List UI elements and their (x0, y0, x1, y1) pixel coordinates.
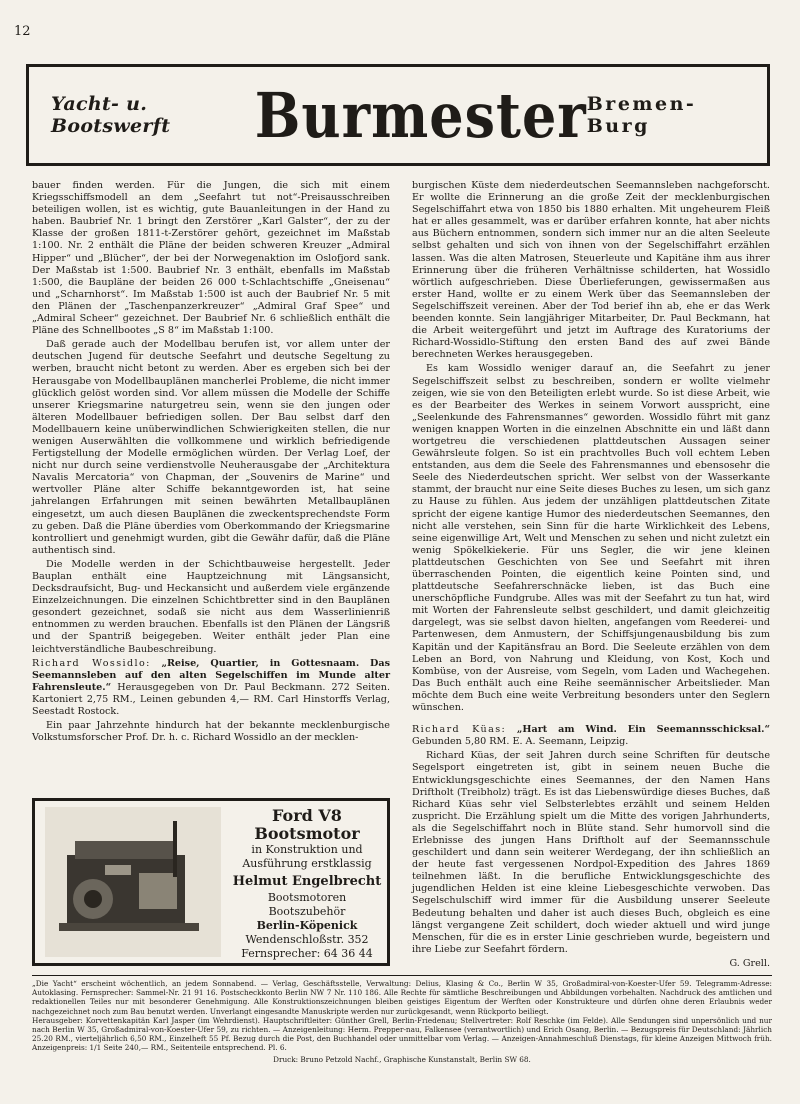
footer-paragraph: Herausgeber: Korvettenkapitän Karl Jasper (im Wehrdienst). Hauptschriftleiter: Günther Grell, Berlin-Friedenau; Stellvertreter: Rolf Reschke (im Felde). Alle Sendungen sind unpersönlich und nur nach Berlin W 35, Großadmiral-von-Koester-Ufer 59, zu richten. — Anzeigenleitung: Herm. Prepper-nau, Falkensee (verantwortlich) und Erich Osang, Berlin. — Bezugspreis für Deutschland: Jährlich 25.20 RM., vierteljährlich 6,50 RM., Einzelheft 55 Pf. Bezug durch die Post, den Buchhandel oder unmittelbar vom Verlag. — Anzeigen-Annahmeschluß Dienstags, für kleine Anzeigen Mittwoch früh. Anzeigenpreis: 1/1 Seite 240,— RM., Seitenteile entsprechend. Pl. 6. (32, 1015, 772, 1053)
page-number: 12 (14, 24, 31, 39)
right-column (412, 180, 770, 972)
ad-phone: Fernsprecher: 64 36 44 (241, 947, 373, 960)
banner-left-text: Yacht- u. Bootswerft (51, 93, 171, 137)
review-heading (412, 724, 770, 748)
ad-line: Ausführung erstklassig (242, 857, 372, 870)
ad-subtitle: Bootsmotor (254, 824, 360, 843)
ad-line: in Konstruktion und (251, 843, 363, 856)
review-details: Gebunden 5,80 RM. E. A. Seemann, Leipzig. (412, 736, 629, 748)
ad-line: Bootszubehör (268, 905, 346, 918)
advertisement-banner (26, 64, 770, 166)
ad-city: Berlin-Köpenick (256, 919, 358, 932)
paragraph: Ein paar Jahrzehnte hindurch hat der bekannte mecklenburgische Volkstumsforscher Prof. Dr. h. c. Richard Wossidlo an der mecklen- (32, 720, 390, 744)
banner-location: Bremen-Burg (586, 93, 697, 137)
review-details: Herausgegeben von Dr. Paul Beckmann. 272 Seiten. Kartoniert 2,75 RM., Leinen gebunden 4,— RM. Carl Hinstorffs Verlag, Seestadt Rostock. (32, 681, 390, 718)
left-column (32, 180, 390, 746)
engine-image (45, 807, 221, 957)
paragraph: Richard Küas, der seit Jahren durch seine Schriften für deutsche Segelsport eingetreten ist, gibt in seinem neuen Buche die Entwicklungsgeschichte eines Seemannes, der den Namen Hans Driftholt (Treibholz) trägt. Es ist das Liebenswürdige dieses Buches, daß Richard Küas sehr viel Selbsterlebtes erzählt und seinem Helden zuspricht. Die Erzählung spielt um die Mitte des vorigen Jahrhunderts, als die Segelschiffahrt noch in Blüte stand. Sehr humorvoll sind die Erlebnisse des jungen Hans Driftholt auf der Seemannsschule geschildert und dann sein weiterer Werdegang, der ihn schließlich an der heute fast vergessenen Nordpol-Expedition des Jahres 1869 teilnehmen läßt. In die berufliche Entwicklungsgeschichte des jugendlichen Helden ist eine kleine Liebesgeschichte verwoben. Das Segelschulschiff wird immer für die Ausbildung unserer Seeleute Bedeutung behalten und daher ist auch dieses Buch, obgleich es eine längst vergangene Zeit schildert, doch wieder aktuell und wird junge Menschen, für die es in erster Linie geschrieben wurde, begeistern und ihre Liebe zur Seefahrt fördern. (412, 750, 770, 955)
review-signature: G. Grell. (729, 957, 770, 969)
review-author: Richard Wossidlo: (32, 657, 151, 669)
paragraph: Die Modelle werden in der Schichtbauweise hergestellt. Jeder Bauplan enthält eine Hauptzeichnung mit Längsansicht, Decksdraufsicht, Bug- und Heckansicht und außerdem viele ergänzende Einzelzeichnungen. Die einzelnen Schichtbretter sind in den Bauplänen gesondert gezeichnet, sodaß sie nicht aus dem Wasserlinienriß entnommen zu werden brauchen. Ebenfalls ist den Plänen der Längsriß und der Spantriß beigegeben. Weiter enthält jeder Plan eine leichtverständliche Baubeschreibung. (32, 558, 390, 655)
imprint-footer (32, 975, 772, 1064)
footer-printer: Druck: Bruno Petzold Nachf., Graphische Kunstanstalt, Berlin SW 68. (273, 1054, 531, 1064)
footer-paragraph: „Die Yacht“ erscheint wöchentlich, an jedem Sonnabend. — Verlag, Geschäftsstelle, Verwaltung: Delius, Klasing & Co., Berlin W 35, Großadmiral-von-Koester-Ufer 59. Telegramm-Adresse: Autoklasing. Fernsprecher: Sammel-Nr. 21 91 16. Postscheckkonto Berlin NW 7 Nr. 110 186. Alle Rechte für sämtliche Beschreibungen und Abbildungen vorbehalten. Nachdruck des amtlichen und redaktionellen Teiles nur mit besonderer Genehmigung. Alle Konstruktionszeichnungen bleiben geistiges Eigentum der Werften oder Konstrukteure und dürfen ohne deren Erlaubnis weder nachgezeichnet noch zum Bau benutzt werden. Unverlangt eingesandte Manuskripte werden nur zurückgesandt, wenn Rückporto beiliegt. (32, 979, 772, 1016)
engine-illustration (45, 807, 221, 957)
paragraph: burgischen Küste dem niederdeutschen Seemannsleben nachgeforscht. Er wollte die Erinnerung an die große Zeit der mecklenburgischen Segelschiffahrt etwa von 1850 bis 1880 erhalten. Mit ungeheurem Fleiß hat er alles gesammelt, was er darüber erfahren konnte, hat aber nichts aus Büchern entnommen, sondern sich immer nur an die alten Seeleute selbst gehalten und sich von ihnen von der Segelschiffahrt erzählen lassen. Was die alten Matrosen, Steuerleute und Kapitäne ihm aus ihrer Erinnerung über die früheren Verhältnisse schilderten, hat Wossidlo wörtlich aufgeschrieben. Diese Überlieferungen, gewissermaßen aus erster Hand, wollte er zu einem Werk über das Seemannsleben der Segelschiffszeit vereinen. Aber der Tod berief ihn ab, ehe er das Werk beenden konnte. Sein langjähriger Mitarbeiter, Dr. Paul Beckmann, hat die Arbeit weitergeführt und jetzt im Auftrage des Kuratoriums der Richard-Wossidlo-Stiftung den ersten Band des auf zwei Bände berechneten Werkes herausgegeben. (412, 180, 770, 361)
ad-text (227, 801, 387, 963)
paragraph: Es kam Wossidlo weniger darauf an, die Seefahrt zu jener Segelschiffszeit selbst zu beschreiben, sondern er wollte vielmehr zeigen, wie sie von den Beteiligten erlebt wurde. So ist diese Arbeit, wie es der Bearbeiter des Werkes in seinem Vorwort ausspricht, eine „Seelenkunde des Fahrensmannes“ geworden. Wossidlo führt mit ganz wenigen knappen Worten in die einzelnen Abschnitte ein und läßt dann wortgetreu die verschiedenen plattdeutschen Aussagen seiner Gewährsleute folgen. So ist ein prachtvolles Buch voll echtem Leben entstanden, aus dem die Seele des Fahrensmannes und ebensosehr die Seele des Niederdeutschen spricht. Wer selbst von der Wasserkante stammt, der braucht nur eine Seite dieses Buches zu lesen, um sich ganz zu Hause zu fühlen. Aus jedem der unzähligen plattdeutschen Zitate spricht der eigene kantige Humor des niederdeutschen Seemannes, den nicht alle verstehen, sein Sinn für die harte Wirklichkeit des Lebens, seine eigenwillige Art, Welt und Menschen zu sehen und nicht zuletzt ein wenig Spökelkiekerie. Für uns Segler, die wir jene kleinen plattdeutschen Geschichten von See und Seefahrt mit ihren überraschenden Pointen, die eigentlich keine Pointen sind, und plattdeutsche Seefahrerschnäcke lieben, ist das Buch eine unerschöpfliche Fundgrube. Alles was mit der Seefahrt zu tun hat, wird mit Worten der Fahrensleute selbst geschildert, und damit gleichzeitig dargelegt, was sie selbst davon hielten, angefangen vom Reederei- und Partenwesen, dem Anmustern, der Schiffsjungenausbildung bis zum Kapitän und der Kapitänsfrau an Bord. Die Seeleute erzählen von dem Leben an Bord, von Nahrung und Kleidung, von Kost, Koch und Kombüse, von der Ausreise, vom Segeln, vom Laden und Wachegehen. Das Buch enthält auch eine Reihe seemännischer Arbeitslieder. Man möchte dem Buch eine weite Verbreitung besonders unter den Seglern wünschen. (412, 363, 770, 714)
ad-company-name: Helmut Engelbrecht (232, 874, 382, 889)
ad-line: Bootsmotoren (267, 891, 347, 904)
paragraph: Daß gerade auch der Modellbau berufen ist, vor allem unter der deutschen Jugend für deutsche Seefahrt und deutsche Segeltung zu werben, braucht nicht betont zu werden. Aber es ergeben sich bei der Herausgabe von Modellbauplänen mancherlei Probleme, die nicht immer glücklich gelöst worden sind. Vor allem müssen die Modelle der Schiffe unserer Kriegsmarine naturgetreu sein, wenn sie den jungen oder älteren Modellbauer befriedigen sollen. Der Bau selbst darf den Modellbauern keine unüberwindlichen Schwierigkeiten stellen, die nur wenigen Auserwählten die vollkommene und wirklich befriedigende Fertigstellung der Modelle ermöglichen würden. Der Verlag Loef, der nicht nur durch seine verdienstvolle Neuherausgabe der „Architektura Navalis Mercatoria“ von Chapman, der „Souvenirs de Marine“ und wertvoller Pläne alter Schiffe bekanntgeworden ist, hat seine jahrelangen Erfahrungen mit seinen bewährten Metallbauplänen eingesetzt, um auch diesen Bauplänen die zweckentsprechendste Form zu geben. Daß die Pläne überdies vom Oberkommando der Kriegsmarine kontrolliert und genehmigt wurden, gibt die Gewähr dafür, daß die Pläne authentisch sind. (32, 339, 390, 556)
review-title: „Hart am Wind. Ein Seemannsschicksal.“ (516, 724, 771, 736)
engine-advertisement (32, 798, 390, 966)
review-author: Richard Küas: (412, 724, 507, 736)
ad-address: Wendenschloßstr. 352 (245, 933, 369, 946)
review-title: „Reise, Quartier, in Gottesnaam. Das Seemannsleben auf den alten Segelschiffen im Munde alter Fahrensleute.“ (32, 657, 390, 693)
paragraph: bauer finden werden. Für die Jungen, die sich mit einem Kriegsschiffsmodell an dem „Seefahrt tut not“-Preisausschreiben beteiligen wollen, ist es wichtig, gute Bauanleitungen in der Hand zu haben. Baubrief Nr. 1 bringt den Zerstörer „Karl Galster“, der zu der Klasse der großen 1811-t-Zerstörer gehört, gezeichnet im Maßstab 1:100. Nr. 2 enthält die Pläne der beiden schweren Kreuzer „Admiral Hipper“ und „Blücher“, der bei der Norwegenaktion im Oslofjord sank. Der Maßstab ist 1:500. Baubrief Nr. 3 enthält, ebenfalls im Maßstab 1:500, die Baupläne der beiden 26 000 t-Schlachtschiffe „Gneisenau“ und „Scharnhorst“. Im Maßstab 1:500 ist auch der Baubrief Nr. 5 mit den Plänen der „Taschenpanzerkreuzer“ „Admiral Graf Spee“ und „Admiral Scheer“ gezeichnet. Der Baubrief Nr. 6 schließlich enthält die Pläne des Schnellbootes „S 8“ im Maßstab 1:100. (32, 180, 390, 337)
banner-brand-name: Burmester (254, 78, 587, 152)
review-heading (32, 658, 390, 718)
ad-title: Ford V8 (272, 806, 342, 825)
